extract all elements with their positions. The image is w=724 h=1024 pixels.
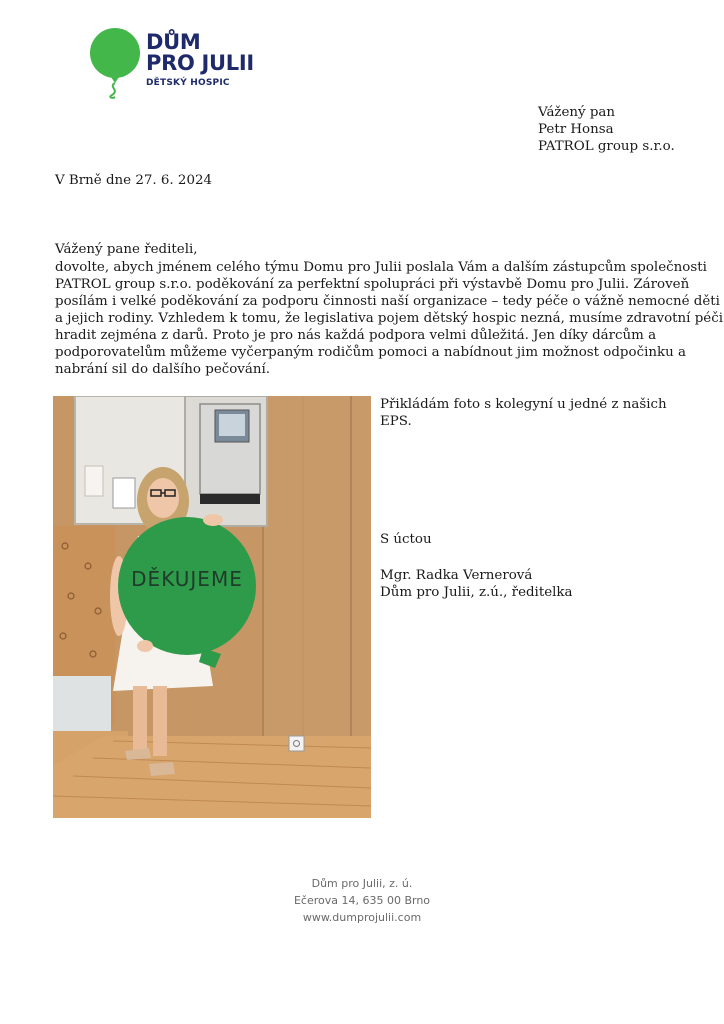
body-line: hradit zejména z darů. Proto je pro nás každá podpora velmi důležitá. Jen díky dárcům a (55, 328, 657, 343)
signatory-role: Dům pro Julii, z.ú., ředitelka (380, 585, 573, 600)
caption-line-2: EPS. (380, 414, 412, 429)
body-line: nabrání sil do dalšího pečování. (55, 362, 271, 377)
recipient-line-3: PATROL group s.r.o. (538, 139, 675, 154)
signature-block (380, 567, 573, 601)
body-line: PATROL group s.r.o. poděkování za perfektní spolupráci při výstavbě Domu pro Julii. Zároveň (55, 277, 690, 292)
logo-tagline: DĚTSKÝ HOSPIC (146, 78, 230, 88)
logo-line-1: DŮM (146, 30, 201, 54)
photo (53, 396, 371, 818)
logo-line-2: PRO JULII (146, 51, 254, 75)
footer (0, 875, 724, 926)
caption-line-1: Přikládám foto s kolegyní u jedné z našich (380, 397, 667, 412)
body-line: dovolte, abych jménem celého týmu Domu pro Julii poslala Vám a dalším zástupcům společnosti (55, 260, 707, 275)
recipient-line-2: Petr Honsa (538, 122, 614, 137)
recipient-address (538, 104, 675, 155)
balloon-icon (88, 26, 148, 100)
signatory-name: Mgr. Radka Vernerová (380, 568, 533, 583)
photo-caption (380, 396, 667, 430)
letter-body (55, 259, 723, 378)
date-line: V Brně dne 27. 6. 2024 (55, 173, 213, 188)
logo-wordmark (146, 32, 254, 88)
body-line: posílám i velké poděkování za podporu činnosti naší organizace – tedy péče o vážně nemocné děti (55, 294, 720, 309)
footer-website: www.dumprojulii.com (302, 911, 422, 924)
salutation: Vážený pane řediteli, (55, 242, 198, 257)
body-line: a jejich rodiny. Vzhledem k tomu, že legislativa pojem dětský hospic nezná, musíme zdravotní péči (55, 311, 723, 326)
recipient-line-1: Vážený pan (538, 105, 616, 120)
closing: S úctou (380, 532, 432, 547)
body-line: podporovatelům můžeme vyčerpaným rodičům pomoci a nabídnout jim možnost odpočinku a (55, 345, 686, 360)
footer-org: Dům pro Julii, z. ú. (311, 877, 413, 890)
footer-address: Ečerova 14, 635 00 Brno (293, 894, 431, 907)
logo (88, 26, 258, 100)
balloon-text: DĚKUJEME (131, 567, 243, 591)
